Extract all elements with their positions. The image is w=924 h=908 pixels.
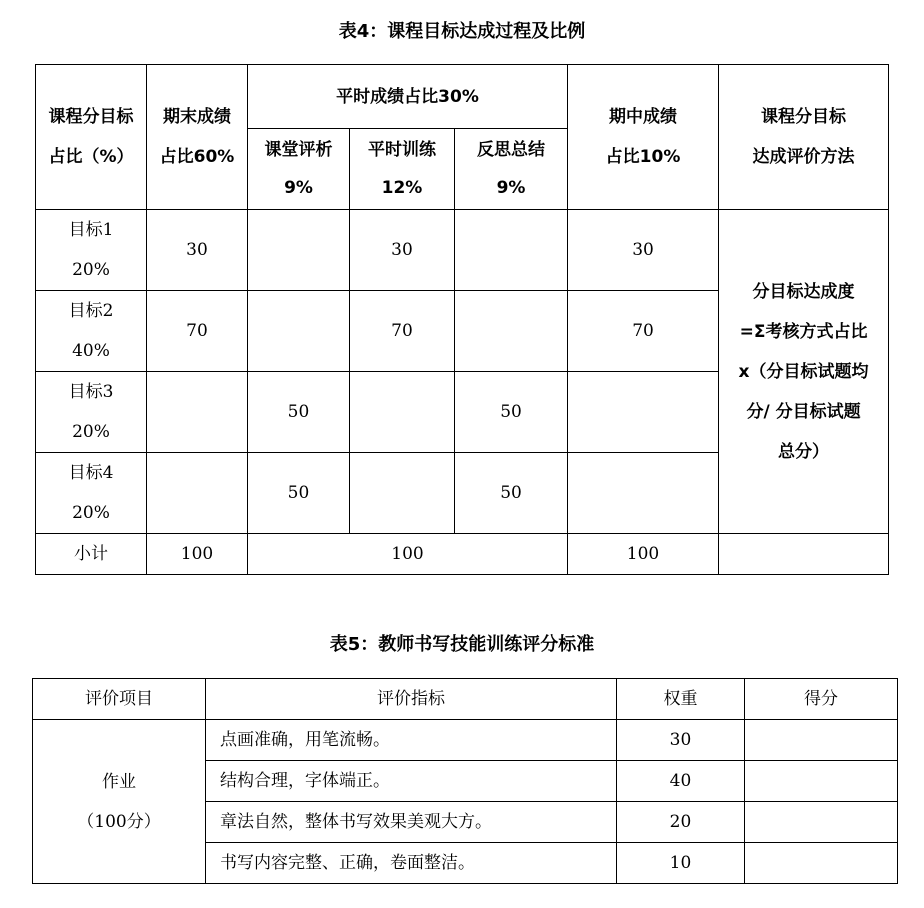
subtotal-row: [36, 534, 889, 575]
subtotal-final: 100: [147, 534, 248, 575]
final-cell: [147, 372, 248, 453]
header-usual-score: 平时成绩占比30%: [248, 65, 568, 129]
target-cell: 目标4 20%: [36, 453, 147, 534]
table5: [32, 678, 898, 884]
subtotal-midterm: 100: [568, 534, 719, 575]
table4-caption: 表4：课程目标达成过程及比例: [338, 21, 586, 42]
table5-caption: 表5：教师书写技能训练评分标准: [329, 634, 595, 655]
subtotal-usual: 100: [248, 534, 568, 575]
practice-cell: [350, 372, 455, 453]
table5-header-row: [33, 679, 898, 720]
weight-cell: 10: [617, 843, 745, 884]
header-score: 得分: [745, 679, 898, 720]
score-cell: [745, 802, 898, 843]
header-practice: 平时训练 12%: [350, 129, 455, 210]
midterm-cell: 70: [568, 291, 719, 372]
class-review-cell: 50: [248, 372, 350, 453]
final-cell: 70: [147, 291, 248, 372]
weight-cell: 30: [617, 720, 745, 761]
indicator-cell: 章法自然，整体书写效果美观大方。: [206, 802, 617, 843]
class-review-cell: [248, 210, 350, 291]
score-cell: [745, 761, 898, 802]
evaluation-method-formula: 分目标达成度 =Σ考核方式占比 x（分目标试题均 分/ 分目标试题 总分）: [719, 210, 889, 534]
midterm-cell: [568, 372, 719, 453]
header-weight: 权重: [617, 679, 745, 720]
practice-cell: 70: [350, 291, 455, 372]
final-cell: 30: [147, 210, 248, 291]
midterm-cell: [568, 453, 719, 534]
practice-cell: 30: [350, 210, 455, 291]
table4: [35, 64, 889, 575]
class-review-cell: [248, 291, 350, 372]
table-row: [33, 720, 898, 761]
score-cell: [745, 720, 898, 761]
reflection-cell: 50: [455, 372, 568, 453]
header-evaluation-method: 课程分目标 达成评价方法: [719, 65, 889, 210]
reflection-cell: [455, 291, 568, 372]
score-cell: [745, 843, 898, 884]
project-cell: 作业 （100分）: [33, 720, 206, 884]
weight-cell: 40: [617, 761, 745, 802]
midterm-cell: 30: [568, 210, 719, 291]
target-cell: 目标3 20%: [36, 372, 147, 453]
subtotal-label: 小计: [36, 534, 147, 575]
reflection-cell: [455, 210, 568, 291]
header-indicator: 评价指标: [206, 679, 617, 720]
indicator-cell: 点画准确，用笔流畅。: [206, 720, 617, 761]
header-target-ratio: 课程分目标 占比（%）: [36, 65, 147, 210]
class-review-cell: 50: [248, 453, 350, 534]
indicator-cell: 结构合理，字体端正。: [206, 761, 617, 802]
practice-cell: [350, 453, 455, 534]
table-row: [36, 210, 889, 291]
indicator-cell: 书写内容完整、正确，卷面整洁。: [206, 843, 617, 884]
reflection-cell: 50: [455, 453, 568, 534]
header-reflection: 反思总结 9%: [455, 129, 568, 210]
header-item: 评价项目: [33, 679, 206, 720]
weight-cell: 20: [617, 802, 745, 843]
final-cell: [147, 453, 248, 534]
header-final-exam: 期末成绩 占比60%: [147, 65, 248, 210]
target-cell: 目标1 20%: [36, 210, 147, 291]
header-class-review: 课堂评析 9%: [248, 129, 350, 210]
header-midterm: 期中成绩 占比10%: [568, 65, 719, 210]
subtotal-method: [719, 534, 889, 575]
target-cell: 目标2 40%: [36, 291, 147, 372]
